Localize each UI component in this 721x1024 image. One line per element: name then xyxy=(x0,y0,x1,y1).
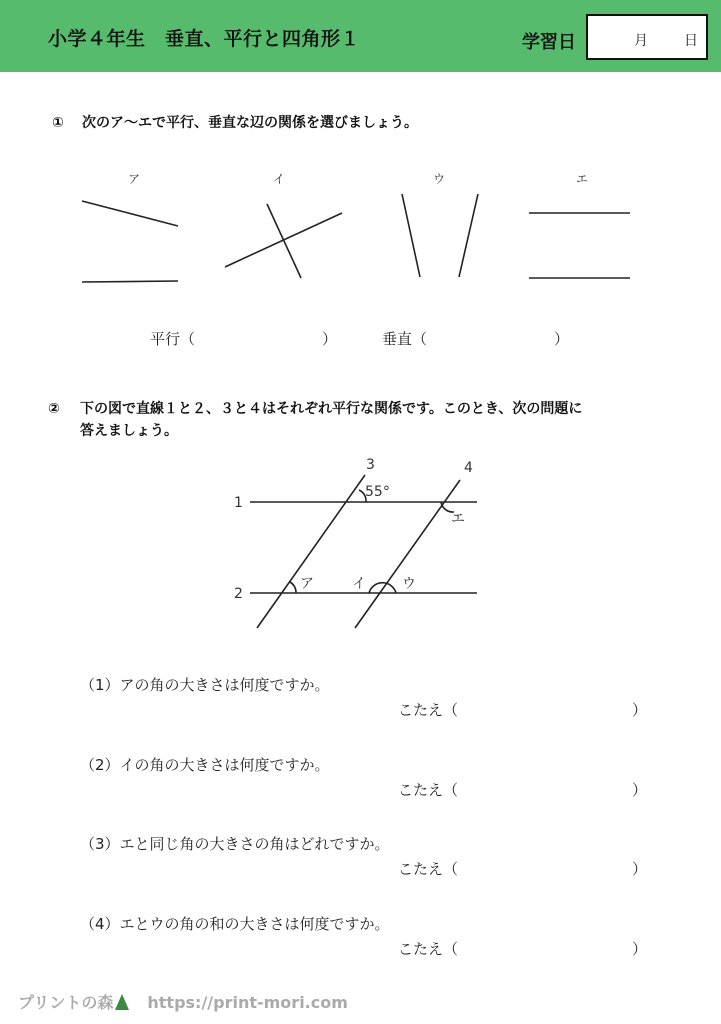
parallel-answer-field[interactable] xyxy=(150,328,338,349)
parallel-lines-diagram xyxy=(220,450,500,640)
answer-close-paren: ） xyxy=(632,781,648,799)
figure-label-i: イ xyxy=(273,172,286,186)
given-angle-label: 55° xyxy=(365,484,390,500)
angle-a-arc xyxy=(290,582,296,593)
figure-label-a: ア xyxy=(128,172,141,186)
answer-prefix: こたえ（ xyxy=(398,701,459,719)
study-date-label: 学習日 xyxy=(522,32,576,53)
subquestion-3: （3）エと同じ角の大きさの角はどれですか。 xyxy=(80,835,390,853)
perpendicular-answer-field[interactable] xyxy=(382,328,570,349)
angle-i-u-arc xyxy=(369,583,396,593)
question-1-figures xyxy=(0,150,721,300)
subquestion-4-answer-field[interactable] xyxy=(398,938,648,959)
answer-close-paren: ） xyxy=(632,701,648,719)
figure-u-line-1 xyxy=(402,194,420,277)
line-3 xyxy=(257,475,365,628)
angle-label-e: エ xyxy=(451,511,465,527)
footer xyxy=(18,990,348,1013)
figure-i-line-1 xyxy=(267,204,301,278)
figure-label-e: エ xyxy=(576,172,589,186)
subquestion-3-answer-field[interactable] xyxy=(398,858,648,879)
question-2-number: ② xyxy=(48,401,60,417)
page-title: 小学４年生 垂直、平行と四角形１ xyxy=(48,28,361,50)
perpendicular-label: 垂直（ xyxy=(382,330,428,348)
angle-label-u: ウ xyxy=(402,576,416,592)
angle-label-i: イ xyxy=(352,576,366,592)
parallel-close-paren: ） xyxy=(322,330,338,348)
question-2-text-line-1: 下の図で直線１と２、３と４はそれぞれ平行な関係です。このとき、次の問題に xyxy=(80,401,583,417)
line-label-3: 3 xyxy=(366,457,375,473)
parallel-label: 平行（ xyxy=(150,330,196,348)
question-1-number: ① xyxy=(52,115,64,131)
subquestion-2: （2）イの角の大きさは何度ですか。 xyxy=(80,756,330,774)
answer-close-paren: ） xyxy=(632,940,648,958)
question-1-prompt xyxy=(52,112,418,132)
question-2-text-line-2: 答えましょう。 xyxy=(80,423,178,439)
header-bar xyxy=(0,0,721,72)
subquestion-2-answer-field[interactable] xyxy=(398,779,648,800)
subquestion-1: （1）アの角の大きさは何度ですか。 xyxy=(80,676,330,694)
day-label: 日 xyxy=(684,33,698,49)
answer-prefix: こたえ（ xyxy=(398,860,459,878)
subquestion-1-answer-field[interactable] xyxy=(398,699,648,720)
question-1-text: 次のア～エで平行、垂直な辺の関係を選びましょう。 xyxy=(82,115,418,131)
question-2-prompt xyxy=(48,398,582,442)
footer-url-link[interactable]: https://print-mori.com xyxy=(147,993,348,1012)
angle-label-a: ア xyxy=(300,576,314,592)
footer-brand: プリントの森 xyxy=(18,993,114,1012)
figure-a-line-2 xyxy=(82,281,178,282)
study-date-box[interactable] xyxy=(586,14,708,60)
tree-icon xyxy=(115,994,129,1010)
subquestion-4: （4）エとウの角の和の大きさは何度ですか。 xyxy=(80,915,390,933)
diagram-svg xyxy=(220,450,500,640)
line-label-4: 4 xyxy=(464,460,473,476)
figure-i-line-2 xyxy=(225,213,342,267)
figure-label-u: ウ xyxy=(433,172,446,186)
line-figures-svg xyxy=(0,150,721,300)
answer-prefix: こたえ（ xyxy=(398,781,459,799)
answer-prefix: こたえ（ xyxy=(398,940,459,958)
figure-u-line-2 xyxy=(459,194,478,277)
line-label-2: 2 xyxy=(234,586,243,602)
answer-close-paren: ） xyxy=(632,860,648,878)
line-label-1: 1 xyxy=(234,495,243,511)
perpendicular-close-paren: ） xyxy=(554,330,570,348)
month-label: 月 xyxy=(634,33,648,49)
figure-a-line-1 xyxy=(82,201,178,226)
